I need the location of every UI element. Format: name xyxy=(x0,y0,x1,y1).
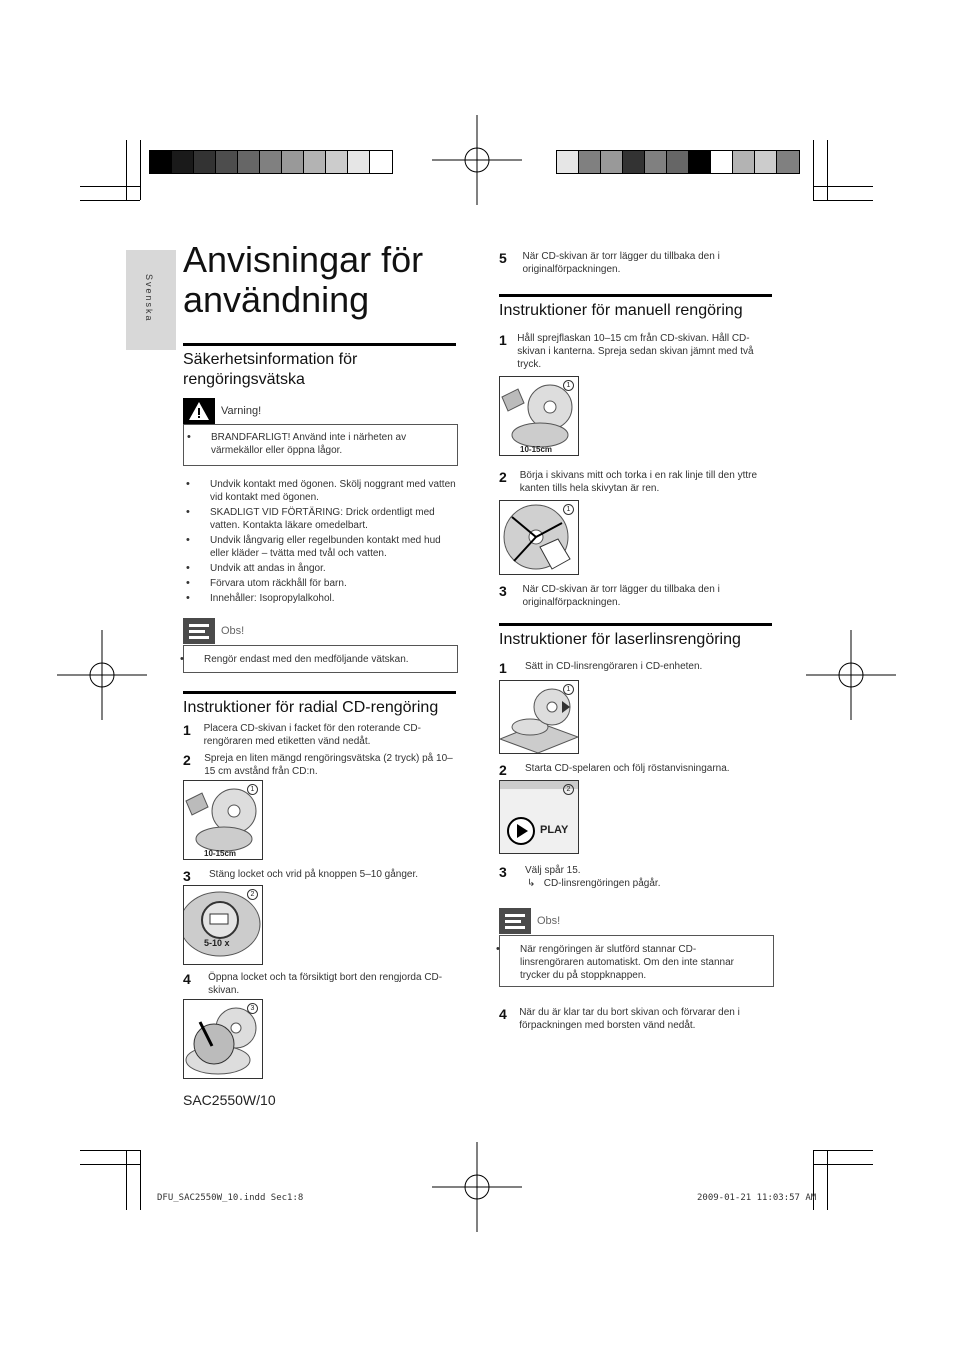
manual-step-2: 2 Börja i skivans mitt och torka i en rak linje till den yttre kanten tills hela skivytan är ren. xyxy=(499,469,758,494)
manual-step-1: 1 Håll sprejflaskan 10–15 cm från CD-skivan. Håll CD-skivan i kanterna. Spreja sedan skivan jämnt med två tryck. xyxy=(499,332,754,370)
note-label-left: Obs! xyxy=(221,625,245,637)
laser-step-4: 4 När du är klar tar du bort skivan och förvarar den i förpackningen med borsten vänd nedåt. xyxy=(499,1006,740,1031)
safety-bullet: • Förvara utom räckhåll för barn. xyxy=(183,577,458,590)
manual-section-heading: Instruktioner för manuell rengöring xyxy=(499,294,772,321)
laser-step-1: 1 Sätt in CD-linsrengöraren i CD-enheten. xyxy=(499,660,703,676)
model-number: SAC2550W/10 xyxy=(183,1092,276,1108)
warning-item: • BRANDFARLIGT! Använd inte i närheten av värmekällor eller öppna lågor. xyxy=(184,431,444,457)
color-swatch xyxy=(733,151,755,173)
illustration-turn-knob: 2 5-10 x xyxy=(183,885,263,965)
manual-step-3: 3 När CD-skivan är torr lägger du tillbaka den i originalförpackningen. xyxy=(499,583,720,608)
page-title: Anvisningar för användning xyxy=(183,239,424,320)
color-swatch xyxy=(557,151,579,173)
note-box-left xyxy=(183,645,458,673)
color-swatch xyxy=(150,151,172,173)
note-list-right xyxy=(493,943,755,984)
step-3-result: ↳ CD-linsrengöringen pågår. xyxy=(527,878,661,889)
warning-header xyxy=(183,398,261,424)
color-swatch xyxy=(194,151,216,173)
illustration-insert-lens-cleaner: 1 xyxy=(499,680,579,754)
color-bar-right xyxy=(556,150,800,174)
warning-icon xyxy=(183,398,215,424)
note-icon xyxy=(183,618,215,644)
radial-section-heading: Instruktioner för radial CD-rengöring xyxy=(183,691,456,718)
safety-bullet: • Undvik kontakt med ögonen. Skölj noggrant med vatten vid kontakt med ögonen. xyxy=(183,478,458,504)
color-swatch xyxy=(601,151,623,173)
registration-mark-top xyxy=(432,115,522,205)
safety-bullet: • Undvik att andas in ångor. xyxy=(183,562,458,575)
note-header-right xyxy=(499,908,560,934)
color-swatch xyxy=(711,151,733,173)
color-swatch xyxy=(172,151,194,173)
color-swatch xyxy=(238,151,260,173)
language-tab xyxy=(126,250,176,350)
color-swatch xyxy=(216,151,238,173)
footer-file-slug: DFU_SAC2550W_10.indd Sec1:8 xyxy=(157,1193,304,1203)
laser-step-2: 2 Starta CD-spelaren och följ röstanvisningarna. xyxy=(499,762,730,778)
registration-mark-right xyxy=(806,630,896,720)
radial-step-4: 4 Öppna locket och ta försiktigt bort den rengjorda CD-skivan. xyxy=(183,971,443,996)
color-swatch xyxy=(326,151,348,173)
footer-date-slug: 2009-01-21 11:03:57 AM xyxy=(697,1193,817,1203)
step-5-dry: 5 När CD-skivan är torr lägger du tillbaka den i originalförpackningen. xyxy=(499,250,720,275)
note-label-right: Obs! xyxy=(537,915,561,927)
note-item: • När rengöringen är slutförd stannar CD-linsrengöraren automatiskt. Om den inte stannar trycker du på stoppknappen. xyxy=(493,943,755,982)
color-swatch xyxy=(579,151,601,173)
radial-step-1: 1 Placera CD-skivan i facket för den roterande CD-rengöraren med etiketten vänd nedåt. xyxy=(183,722,421,747)
result-arrow: ↳ xyxy=(527,878,536,889)
illustration-play: PLAY 2 xyxy=(499,780,579,854)
color-swatch xyxy=(304,151,326,173)
note-item: • Rengör endast med den medföljande vätskan. xyxy=(177,653,437,666)
radial-step-2: 2 Spreja en liten mängd rengöringsvätska (2 tryck) på 10–15 cm avstånd från CD:n. xyxy=(183,752,453,777)
color-swatch xyxy=(260,151,282,173)
color-swatch xyxy=(623,151,645,173)
safety-bullet: • Undvik långvarig eller regelbunden kontakt med hud eller kläder – tvätta med tvål och vatten. xyxy=(183,534,458,560)
safety-bullet-list xyxy=(183,478,458,607)
laser-section-heading: Instruktioner för laserlinsrengöring xyxy=(499,623,772,650)
color-swatch xyxy=(645,151,667,173)
warning-label: Varning! xyxy=(221,405,262,417)
note-icon xyxy=(499,908,531,934)
safety-bullet: • Innehåller: Isopropylalkohol. xyxy=(183,592,458,605)
safety-bullet: • SKADLIGT VID FÖRTÄRING: Drick ordentligt med vatten. Kontakta läkare omedelbart. xyxy=(183,506,458,532)
illustration-remove-disc: 3 xyxy=(183,999,263,1079)
play-icon xyxy=(506,816,536,846)
registration-mark-left xyxy=(57,630,147,720)
color-swatch xyxy=(370,151,392,173)
note-header-left xyxy=(183,618,244,644)
registration-mark-bottom xyxy=(432,1142,522,1232)
language-label: Svenska xyxy=(144,274,154,323)
safety-section-heading: Säkerhetsinformation för rengöringsvätska xyxy=(183,343,456,390)
warning-box xyxy=(183,424,458,466)
radial-step-3: 3 Stäng locket och vrid på knoppen 5–10 gånger. xyxy=(183,868,419,884)
color-swatch xyxy=(348,151,370,173)
illustration-manual-spray: 1 10-15cm xyxy=(499,376,579,456)
illustration-spray-disc: 1 10-15cm xyxy=(183,780,263,860)
illustration-wipe-disc: 1 xyxy=(499,500,579,575)
warning-list xyxy=(184,431,444,459)
note-box-right xyxy=(499,935,774,987)
color-swatch xyxy=(667,151,689,173)
color-swatch xyxy=(689,151,711,173)
note-list-left xyxy=(177,653,437,668)
color-swatch xyxy=(755,151,777,173)
color-swatch xyxy=(282,151,304,173)
laser-step-3: 3 Välj spår 15. xyxy=(499,864,581,880)
color-swatch xyxy=(777,151,799,173)
color-bar-left xyxy=(149,150,393,174)
play-label: PLAY xyxy=(540,824,569,836)
